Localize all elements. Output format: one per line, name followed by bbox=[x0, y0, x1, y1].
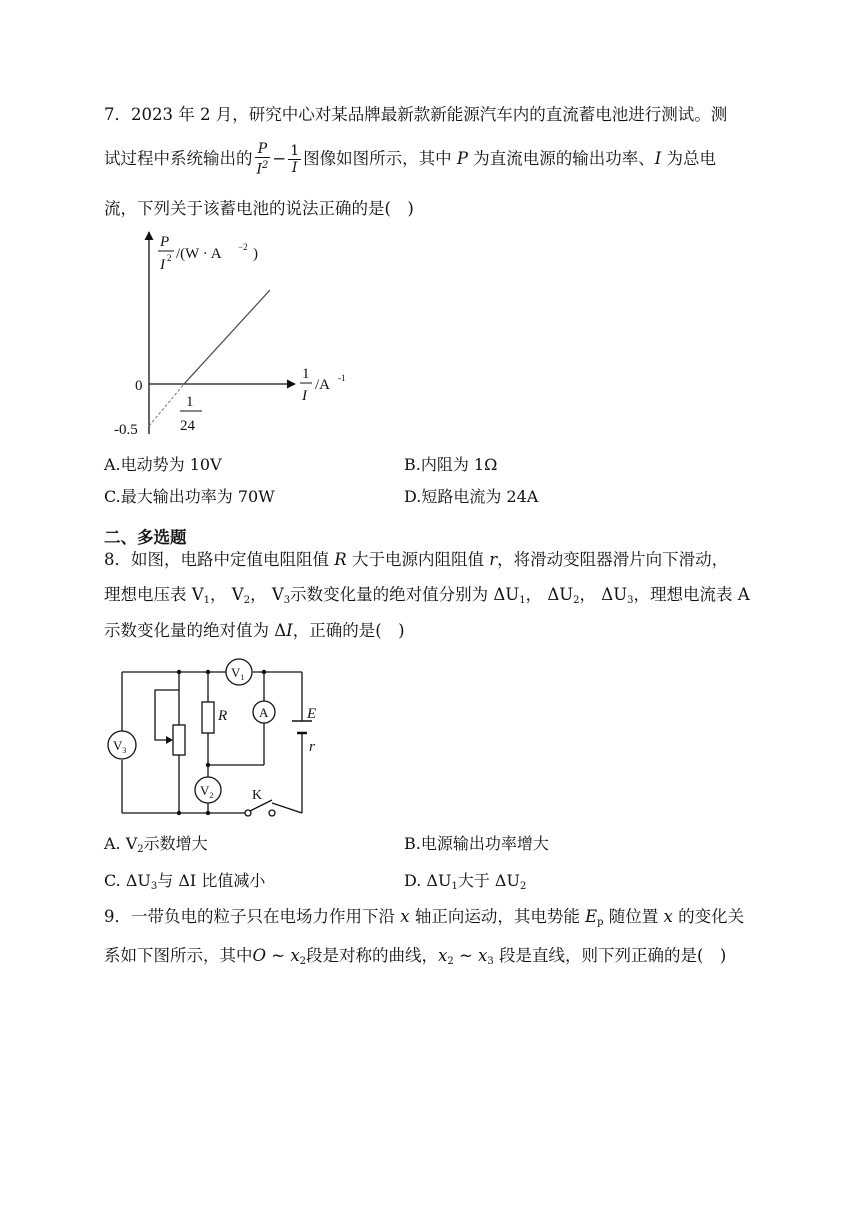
q8-circuit-diagram bbox=[100, 653, 360, 823]
subscript: 1 bbox=[451, 881, 458, 892]
fraction-numerator: P bbox=[255, 141, 271, 158]
q8-line2-text-a: 理想电压表 V bbox=[104, 585, 204, 604]
q7-option-d[interactable]: D.短路电流为 24A bbox=[404, 487, 539, 506]
option-text: 与 ΔI 比值减小 bbox=[157, 871, 266, 890]
var-x: x bbox=[400, 907, 410, 926]
option-text: 大于 ΔU bbox=[457, 871, 520, 890]
switch-terminal-right bbox=[269, 810, 275, 816]
x-label-denominator: I bbox=[302, 388, 307, 404]
var-ep: E bbox=[585, 907, 598, 926]
x-label-numerator: 1 bbox=[302, 366, 310, 382]
y-label-close: ) bbox=[253, 246, 258, 262]
q8-line1-text-a: 8．如图，电路中定值电阻阻值 bbox=[104, 550, 329, 569]
q8-option-b[interactable]: B.电源输出功率增大 bbox=[404, 834, 549, 853]
internal-resistance-label: r bbox=[309, 739, 315, 755]
q8-option-d[interactable] bbox=[404, 870, 526, 898]
x-label-unit: /A bbox=[315, 377, 330, 393]
q8-line2-text-f: ， ΔU bbox=[579, 585, 628, 604]
subscript: 3 bbox=[150, 881, 158, 892]
q7-line2-text-d: 为总电 bbox=[666, 148, 717, 168]
range-x2-x3: x bbox=[438, 946, 448, 965]
q7-graph bbox=[110, 226, 370, 446]
q8-line2-text-d: 示数变化量的绝对值分别为 ΔU bbox=[290, 585, 520, 604]
q7-option-a[interactable]: A.电动势为 10V bbox=[104, 455, 222, 474]
q7-fraction-p-over-i2 bbox=[255, 141, 271, 178]
ammeter-a-label: A bbox=[259, 705, 269, 720]
exponent: 2 bbox=[262, 160, 269, 171]
q8-line1-text-b: 大于电源内阻阻值 bbox=[351, 550, 484, 569]
fraction-numerator: 1 bbox=[290, 142, 300, 159]
var-r-lower: r bbox=[489, 550, 498, 569]
y-label-unit: /(W · A bbox=[176, 246, 222, 262]
var-x: x bbox=[663, 907, 673, 926]
subscript: 2 bbox=[447, 956, 454, 967]
q8-line2-text-b: ， V bbox=[210, 585, 244, 604]
q9-line1-text-b: 轴正向运动，其电势能 bbox=[414, 907, 580, 926]
subscript: 3 bbox=[283, 595, 291, 606]
x-intercept-numerator: 1 bbox=[186, 394, 194, 410]
subscript: 2 bbox=[573, 595, 580, 606]
resistor-r-label: R bbox=[218, 708, 228, 724]
x-intercept-denominator: 24 bbox=[180, 418, 195, 434]
data-line bbox=[184, 290, 270, 384]
subscript: 1 bbox=[203, 595, 211, 606]
q9-line1-text-d: 的变化关 bbox=[678, 907, 745, 926]
y-intercept-label: -0.5 bbox=[114, 422, 138, 438]
subscript: p bbox=[597, 917, 604, 928]
fraction-denominator: I bbox=[291, 159, 298, 176]
q8-line3-text-a: 示数变化量的绝对值为 Δ bbox=[104, 621, 287, 640]
emf-label: E bbox=[307, 706, 317, 722]
q8-line-3 bbox=[104, 620, 405, 642]
q9-line-2 bbox=[104, 945, 726, 973]
q7-line-1: 7．2023 年 2 月，研究中心对某品牌最新款新能源汽车内的直流蓄电池进行测试。测 bbox=[104, 105, 728, 124]
q8-line2-text-e: ， ΔU bbox=[525, 585, 574, 604]
slider-arrow-head bbox=[166, 736, 173, 744]
minus-sign: − bbox=[272, 148, 287, 168]
q9-line1-text-a: 9．一带负电的粒子只在电场力作用下沿 bbox=[104, 907, 395, 926]
rheostat bbox=[173, 725, 185, 755]
q9-line1-text-c: 随位置 bbox=[608, 907, 659, 926]
q8-line2-text-c: ， V bbox=[250, 585, 284, 604]
voltmeter-v3-label: $V_3$ bbox=[113, 738, 127, 755]
subscript: 2 bbox=[519, 881, 527, 892]
q9-line2-text-b: 段是对称的曲线， bbox=[306, 946, 439, 965]
option-text: 示数增大 bbox=[143, 834, 208, 853]
option-text: C. ΔU bbox=[104, 871, 151, 890]
y-label-denominator-exp: 2 bbox=[167, 253, 172, 263]
fraction-denominator bbox=[255, 158, 271, 178]
q7-option-c[interactable]: C.最大输出功率为 70W bbox=[104, 487, 275, 506]
q8-option-a[interactable] bbox=[104, 833, 208, 861]
subscript: 2 bbox=[243, 595, 251, 606]
voltmeter-v2-label: $V_2$ bbox=[200, 783, 214, 800]
fraction-denominator-var: I bbox=[256, 161, 263, 178]
y-label-denominator: I bbox=[160, 257, 165, 273]
subscript: 2 bbox=[299, 956, 307, 967]
range-x2-x3: ~ x bbox=[453, 946, 488, 965]
q9-line-1 bbox=[104, 906, 744, 934]
x-label-unit-exp: -1 bbox=[338, 373, 346, 383]
q7-line-3: 流，下列关于该蓄电池的说法正确的是( ) bbox=[104, 199, 414, 218]
var-i: I bbox=[286, 621, 293, 640]
y-label-numerator: P bbox=[160, 234, 170, 250]
subscript: 2 bbox=[137, 844, 144, 855]
q7-line2-text-a: 试过程中系统输出的 bbox=[104, 148, 253, 168]
option-text: D. ΔU bbox=[404, 871, 452, 890]
q9-line2-text-a: 系如下图所示，其中 bbox=[104, 946, 253, 965]
q8-line3-text-b: ，正确的是( ) bbox=[292, 621, 405, 640]
q8-line-1 bbox=[104, 549, 728, 571]
q9-line2-text-c: 段是直线，则下列正确的是( ) bbox=[498, 946, 727, 965]
q8-line1-text-c: ，将滑动变阻器滑片向下滑动， bbox=[497, 550, 729, 569]
var-i: I bbox=[654, 148, 662, 168]
q7-option-b[interactable]: B.内阻为 1Ω bbox=[404, 455, 498, 474]
subscript: 3 bbox=[487, 956, 494, 967]
var-r-upper: R bbox=[334, 550, 347, 569]
q7-line-2 bbox=[104, 141, 716, 178]
y-label-unit-exp: −2 bbox=[238, 242, 248, 252]
q8-line2-text-g: ，理想电流表 A bbox=[633, 585, 750, 604]
origin-label: 0 bbox=[135, 378, 143, 394]
switch-label: K bbox=[252, 788, 263, 803]
section-title-multiple-choice: 二、多选题 bbox=[104, 528, 187, 547]
q7-fraction-1-over-i bbox=[288, 143, 301, 176]
var-p: P bbox=[456, 148, 469, 168]
q8-option-c[interactable] bbox=[104, 870, 265, 898]
q8-line-2 bbox=[104, 584, 750, 612]
resistor-r bbox=[202, 702, 214, 733]
subscript: 1 bbox=[519, 595, 526, 606]
range-o-x2: O ~ x bbox=[252, 946, 300, 965]
dashed-extension-line bbox=[149, 384, 184, 426]
voltmeter-v1-label: $V_1$ bbox=[231, 665, 245, 682]
option-text: A. V bbox=[104, 834, 138, 853]
q7-line2-text-b: 图像如图所示，其中 bbox=[303, 148, 452, 168]
subscript: 3 bbox=[627, 595, 634, 606]
q7-line2-text-c: 为直流电源的输出功率、 bbox=[473, 148, 655, 168]
